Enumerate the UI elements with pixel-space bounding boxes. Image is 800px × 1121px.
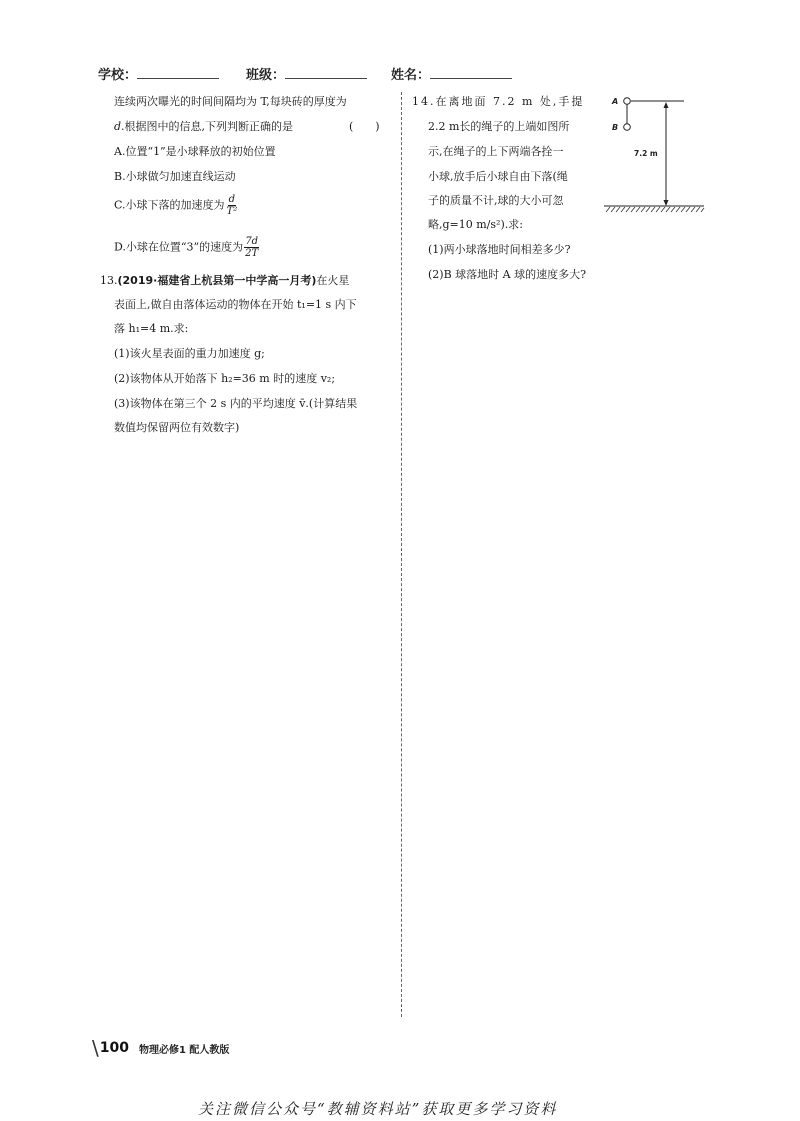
- book-title: 物理必修1 配人教版: [138, 1044, 230, 1056]
- q13-line2: 表面上,做自由落体运动的物体在开始 t₁=1 s 内下: [114, 298, 357, 311]
- school-label: 学校：: [98, 68, 138, 83]
- option-d[interactable]: [114, 236, 260, 259]
- school-blank[interactable]: [137, 66, 219, 79]
- q12-d-symbol: d: [114, 120, 122, 133]
- class-label: 班级：: [246, 68, 286, 83]
- q13-source: (2019·福建省上杭县第一中学高一月考): [117, 274, 317, 287]
- q13-line1-rest: 在火星: [316, 274, 350, 287]
- footer-slash: \: [92, 1036, 99, 1060]
- q13-sub2: (2)该物体从开始落下 h₂=36 m 时的速度 v₂;: [114, 372, 336, 385]
- option-d-numerator: 7d: [245, 236, 259, 247]
- class-blank[interactable]: [285, 66, 367, 79]
- q13-line1: [100, 274, 349, 288]
- name-field[interactable]: [391, 64, 512, 83]
- option-d-text: D.小球在位置“3”的速度为: [114, 240, 244, 254]
- ball-a: [624, 98, 631, 105]
- q14-sub1: (1)两小球落地时间相差多少?: [428, 243, 571, 256]
- page-footer: [92, 1036, 229, 1060]
- q14-line2: 2.2 m长的绳子的上端如图所: [428, 120, 570, 133]
- ground: [604, 206, 704, 212]
- rope-balls-figure: [600, 90, 710, 218]
- q14-line6: 略,g=10 m/s²).求:: [428, 218, 523, 231]
- option-c-fraction: [226, 194, 239, 217]
- option-c[interactable]: [114, 194, 239, 217]
- column-divider: [401, 92, 402, 1017]
- option-b[interactable]: B.小球做匀加速直线运动: [114, 170, 236, 183]
- option-d-fraction: [244, 236, 259, 259]
- label-ball-a: A: [612, 97, 619, 106]
- q14-line1: 14.在离地面 7.2 m 处,手提: [412, 95, 585, 108]
- class-field[interactable]: [246, 64, 367, 83]
- page-number: 100: [99, 1040, 129, 1056]
- q12-line1: 连续两次曝光的时间间隔均为 T,每块砖的厚度为: [114, 95, 347, 108]
- q13-sub3-cont: 数值均保留两位有效数字): [114, 421, 240, 434]
- ball-b: [624, 124, 631, 131]
- label-ball-b: B: [612, 123, 619, 132]
- arrow-head-up: [664, 102, 669, 108]
- option-c-text: C.小球下落的加速度为: [114, 198, 225, 212]
- q12-line2: [114, 120, 293, 134]
- option-c-denominator: T²: [226, 206, 238, 217]
- q13-sub1: (1)该火星表面的重力加速度 g;: [114, 347, 265, 360]
- q13-line3: 落 h₁=4 m.求:: [114, 322, 189, 335]
- q14-line5: 子的质量不计,球的大小可忽: [428, 194, 564, 207]
- q13-sub3: (3)该物体在第三个 2 s 内的平均速度 v̄.(计算结果: [114, 397, 358, 410]
- q14-sub2: (2)B 球落地时 A 球的速度多大?: [428, 268, 586, 281]
- option-c-numerator: d: [228, 194, 236, 205]
- name-blank[interactable]: [430, 66, 512, 79]
- q14-line4: 小球,放手后小球自由下落(绳: [428, 170, 568, 183]
- arrow-head-down: [664, 200, 669, 206]
- height-label: 7.2 m: [634, 149, 658, 158]
- answer-bracket[interactable]: ( ): [349, 120, 380, 133]
- q13-number: 13.: [100, 274, 118, 287]
- option-d-denominator: 2T: [245, 248, 259, 259]
- q12-line2-text: .根据图中的信息,下列判断正确的是: [121, 120, 294, 133]
- watermark-text: 关注微信公众号“教辅资料站”获取更多学习资料: [198, 1100, 558, 1118]
- name-label: 姓名：: [391, 68, 431, 83]
- q14-line3: 示,在绳子的上下两端各拴一: [428, 145, 564, 158]
- school-field[interactable]: [98, 64, 219, 83]
- option-a[interactable]: A.位置“1”是小球释放的初始位置: [114, 145, 276, 158]
